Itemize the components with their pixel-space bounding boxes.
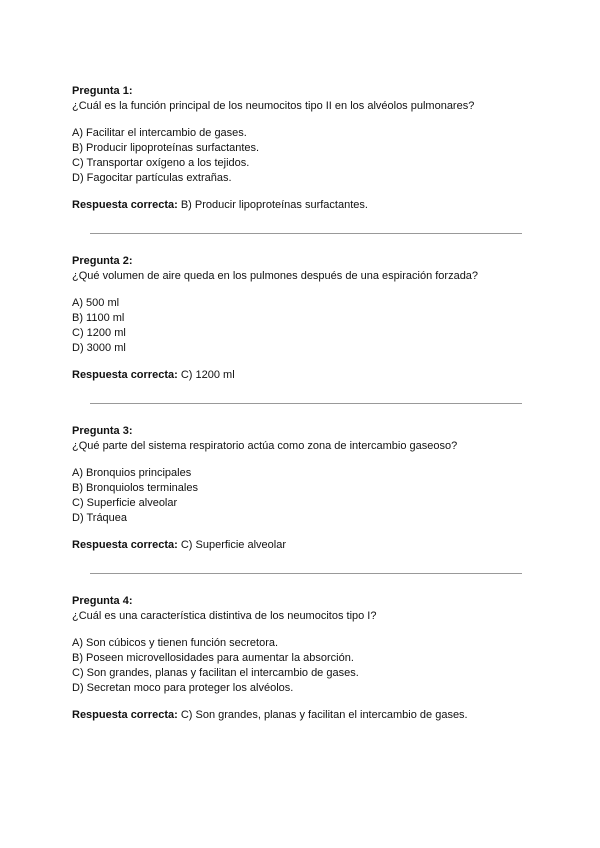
option-item: B) Bronquiolos terminales: [72, 482, 198, 494]
answer-value: C) Son grandes, planas y facilitan el intercambio de gases.: [180, 709, 468, 721]
question-text: ¿Cuál es la función principal de los neumocitos tipo II en los alvéolos pulmonares?: [72, 100, 475, 112]
option-item: B) 1100 ml: [72, 312, 125, 324]
option-item: D) Tráquea: [72, 512, 128, 524]
question-title: Pregunta 1:: [72, 85, 133, 97]
option-item: D) Fagocitar partículas extrañas.: [72, 172, 232, 184]
answer-value: B) Producir lipoproteínas surfactantes.: [180, 199, 368, 211]
option-item: C) Son grandes, planas y facilitan el intercambio de gases.: [72, 667, 359, 679]
options-list: [72, 636, 524, 696]
question-text: ¿Qué parte del sistema respiratorio actúa como zona de intercambio gaseoso?: [72, 440, 458, 452]
option-item: C) 1200 ml: [72, 327, 126, 339]
answer-label: Respuesta correcta:: [72, 369, 178, 381]
question-4: [72, 594, 524, 723]
question-1: [72, 84, 524, 213]
correct-answer: [72, 708, 524, 723]
answer-value: C) 1200 ml: [180, 369, 235, 381]
answer-label: Respuesta correcta:: [72, 539, 178, 551]
question-text: ¿Qué volumen de aire queda en los pulmones después de una espiración forzada?: [72, 270, 479, 282]
option-item: B) Producir lipoproteínas surfactantes.: [72, 142, 260, 154]
options-list: [72, 466, 524, 526]
question-2: [72, 254, 524, 383]
options-list: [72, 126, 524, 186]
option-item: B) Poseen microvellosidades para aumentar la absorción.: [72, 652, 354, 664]
correct-answer: [72, 538, 524, 553]
correct-answer: [72, 198, 524, 213]
answer-value: C) Superficie alveolar: [180, 539, 286, 551]
option-item: A) 500 ml: [72, 297, 120, 309]
option-item: D) 3000 ml: [72, 342, 126, 354]
section-divider: [90, 403, 522, 404]
options-list: [72, 296, 524, 356]
option-item: C) Transportar oxígeno a los tejidos.: [72, 157, 250, 169]
option-item: A) Facilitar el intercambio de gases.: [72, 127, 247, 139]
correct-answer: [72, 368, 524, 383]
question-text: ¿Cuál es una característica distintiva de los neumocitos tipo I?: [72, 610, 377, 622]
option-item: A) Son cúbicos y tienen función secretora.: [72, 637, 279, 649]
question-title: Pregunta 4:: [72, 595, 133, 607]
question-title: Pregunta 3:: [72, 425, 133, 437]
question-title: Pregunta 2:: [72, 255, 133, 267]
answer-label: Respuesta correcta:: [72, 709, 178, 721]
option-item: C) Superficie alveolar: [72, 497, 178, 509]
option-item: D) Secretan moco para proteger los alvéolos.: [72, 682, 294, 694]
section-divider: [90, 573, 522, 574]
section-divider: [90, 233, 522, 234]
answer-label: Respuesta correcta:: [72, 199, 178, 211]
option-item: A) Bronquios principales: [72, 467, 192, 479]
question-3: [72, 424, 524, 553]
